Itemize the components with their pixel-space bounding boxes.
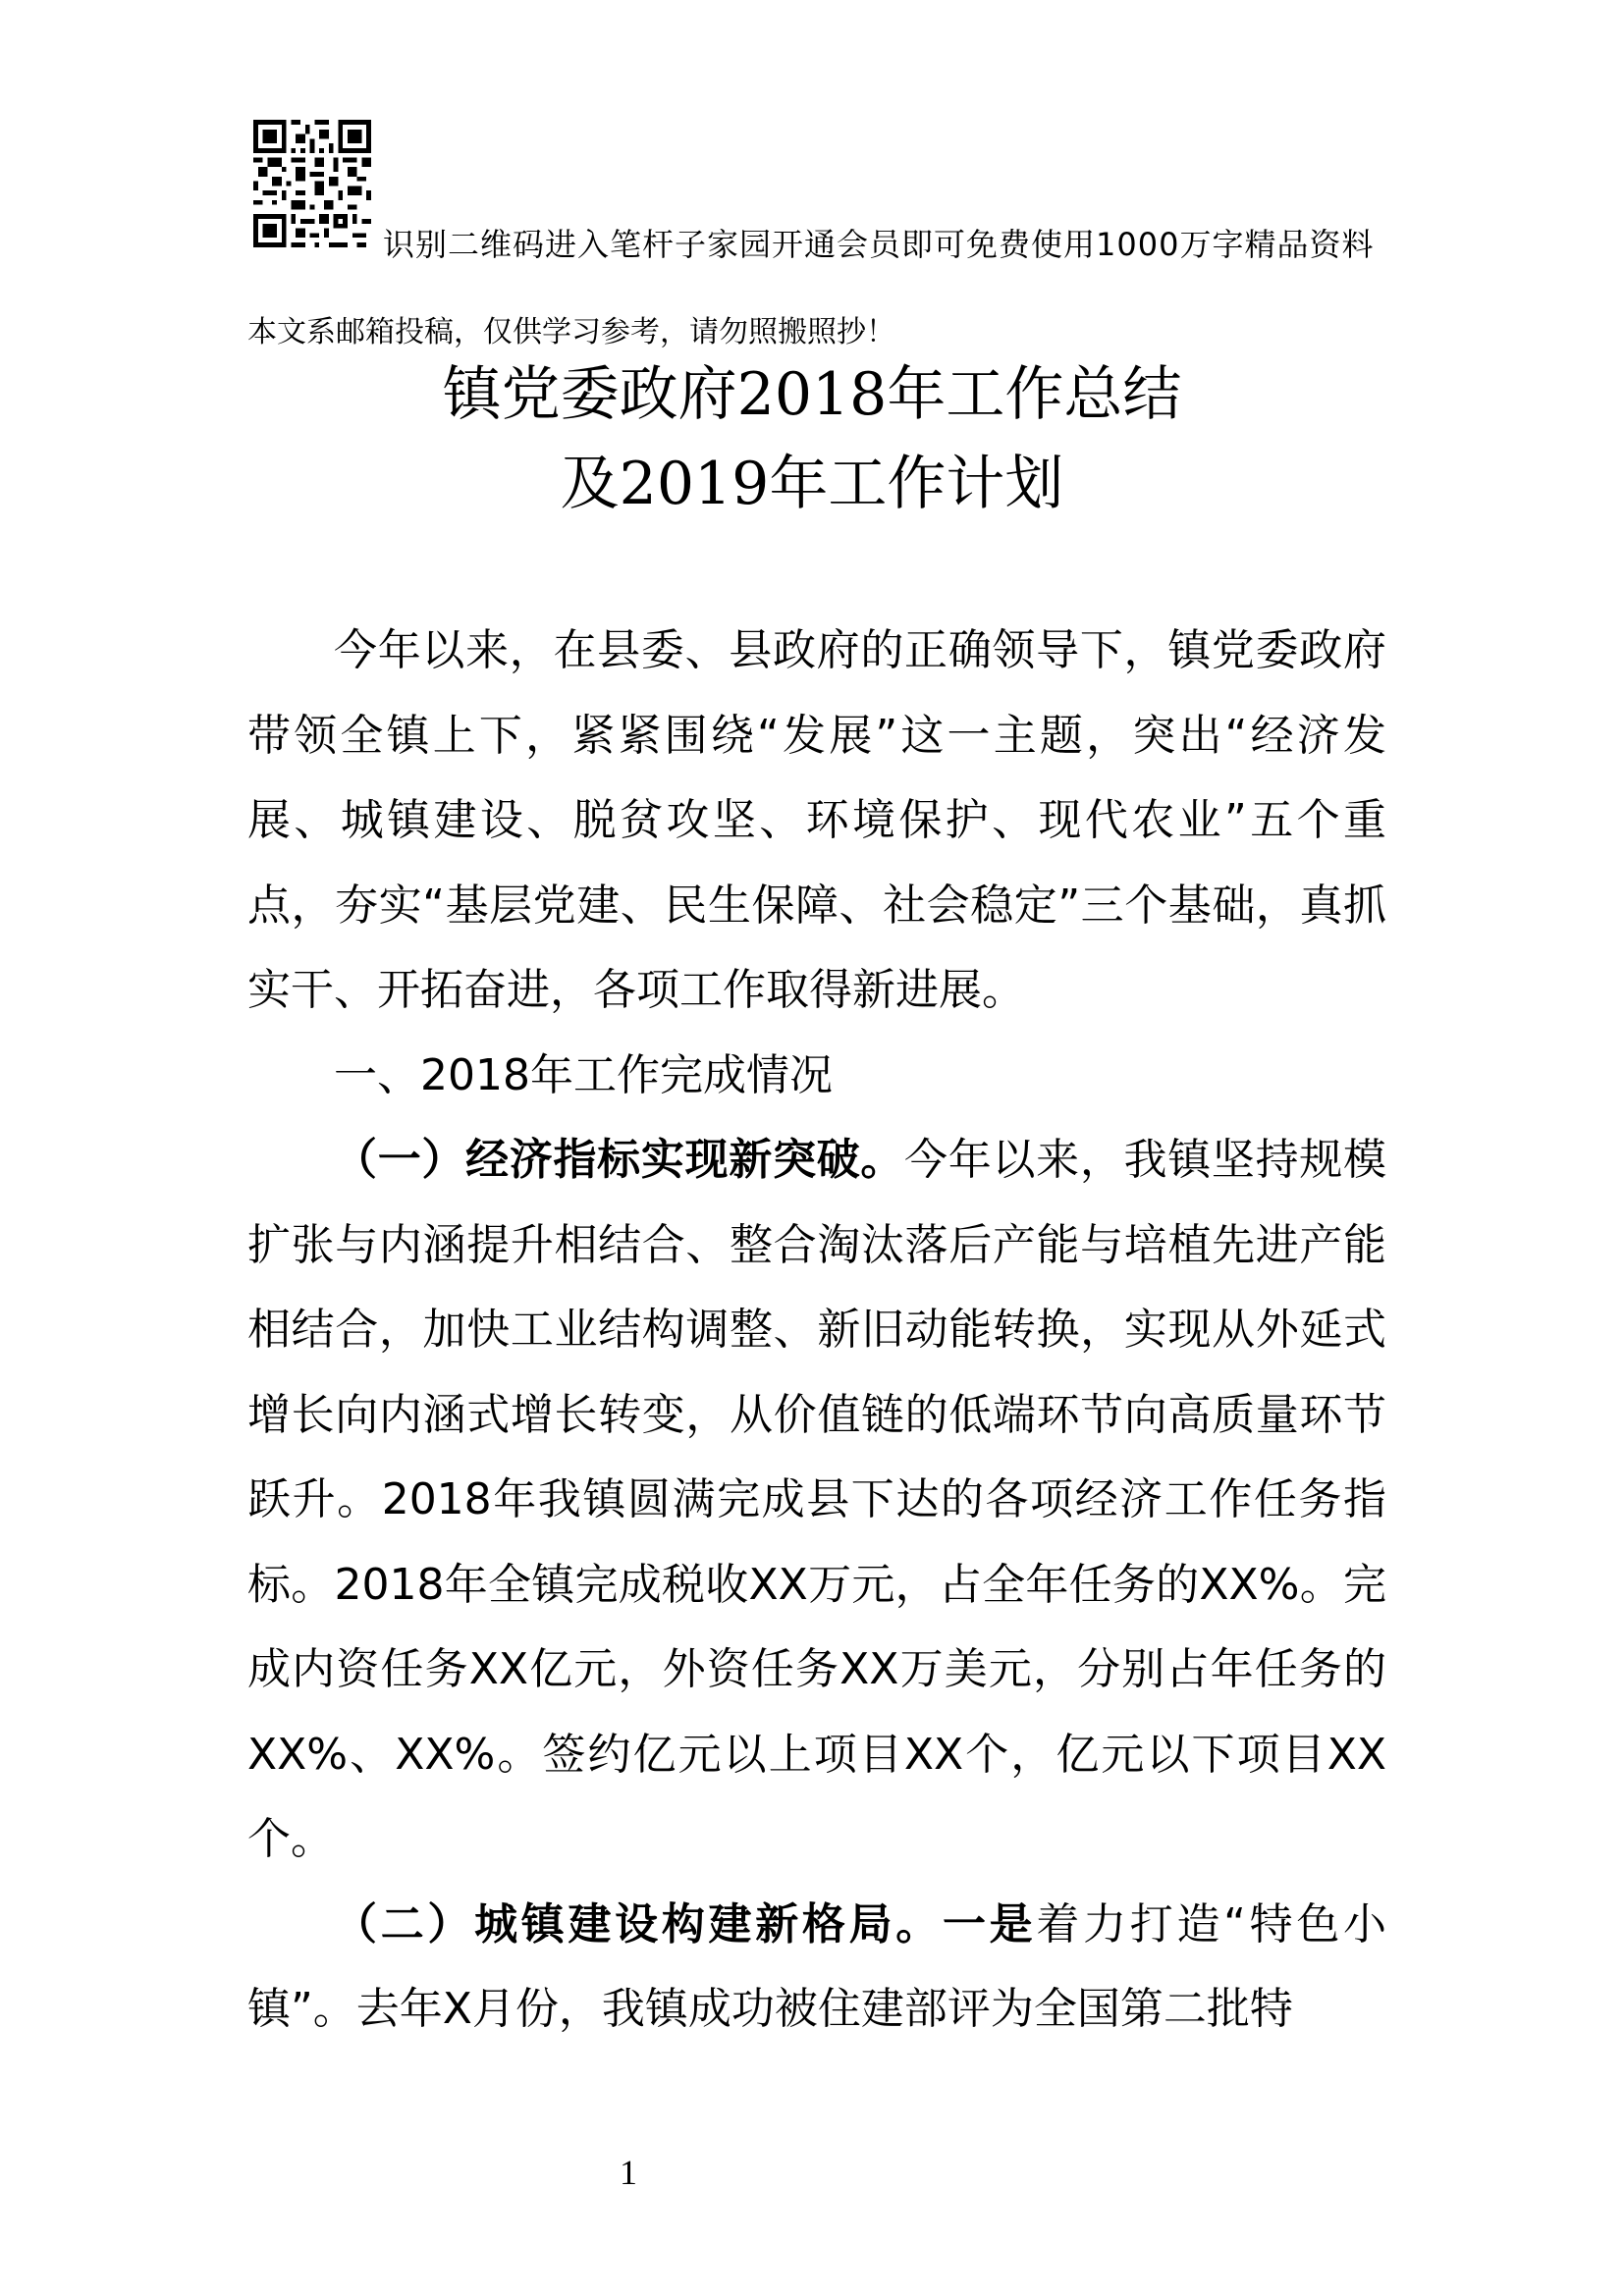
page-number: 1 — [620, 2153, 637, 2192]
subheading-urban: （二）城镇建设构建新格局。 — [334, 1898, 943, 1949]
copy-disclaimer: 本文系邮箱投稿，仅供学习参考，请勿照搬照抄！ — [247, 315, 895, 349]
intro-paragraph: 今年以来，在县委、县政府的正确领导下，镇党委政府带领全镇上下，紧紧围绕“发展”这一主题，突出“经济发展、城镇建设、脱贫攻坚、环境保护、现代农业”五个重点，夯实“基层党建、民生保障、社会稳定”三个基础，真抓实干、开拓奋进，各项工作取得新进展。 — [247, 625, 1386, 1015]
paragraph-economic-text: 今年以来，我镇坚持规模扩张与内涵提升相结合、整合淘汰落后产能与培植先进产能相结合，加快工业结构调整、新旧动能转换，实现从外延式增长向内涵式增长转变，从价值链的低端环节向高质量环节跃升。2018年我镇圆满完成县下达的各项经济工作任务指标。2018年全镇完成税收XX万元，占全年任务的XX%。完成内资任务XX亿元，外资任务XX万美元，分别占年任务的XX%、XX%。签约亿元以上项目XX个，亿元以下项目XX个。 — [247, 1135, 1387, 1864]
subheading-economic: （一）经济指标实现新突破。 — [334, 1135, 905, 1185]
paragraph-economic — [247, 1118, 1386, 1883]
paragraph-urban — [247, 1883, 1386, 2053]
paragraph-urban-text: 着力打造“特色小镇”。去年X月份，我镇成功被住建部评为全国第二批特 — [247, 1898, 1387, 2034]
document-body — [247, 609, 1386, 2053]
subheading-urban-lead: 一是 — [942, 1898, 1037, 1949]
qr-code-icon — [253, 120, 371, 247]
document-title-line1: 镇党委政府2018年工作总结 — [442, 360, 1182, 429]
header-note: 识别二维码进入笔杆子家园开通会员即可免费使用1000万字精品资料 — [383, 226, 1375, 263]
section-heading-1: 一、2018年工作完成情况 — [334, 1049, 833, 1100]
document-title-line2: 及2019年工作计划 — [560, 450, 1064, 518]
